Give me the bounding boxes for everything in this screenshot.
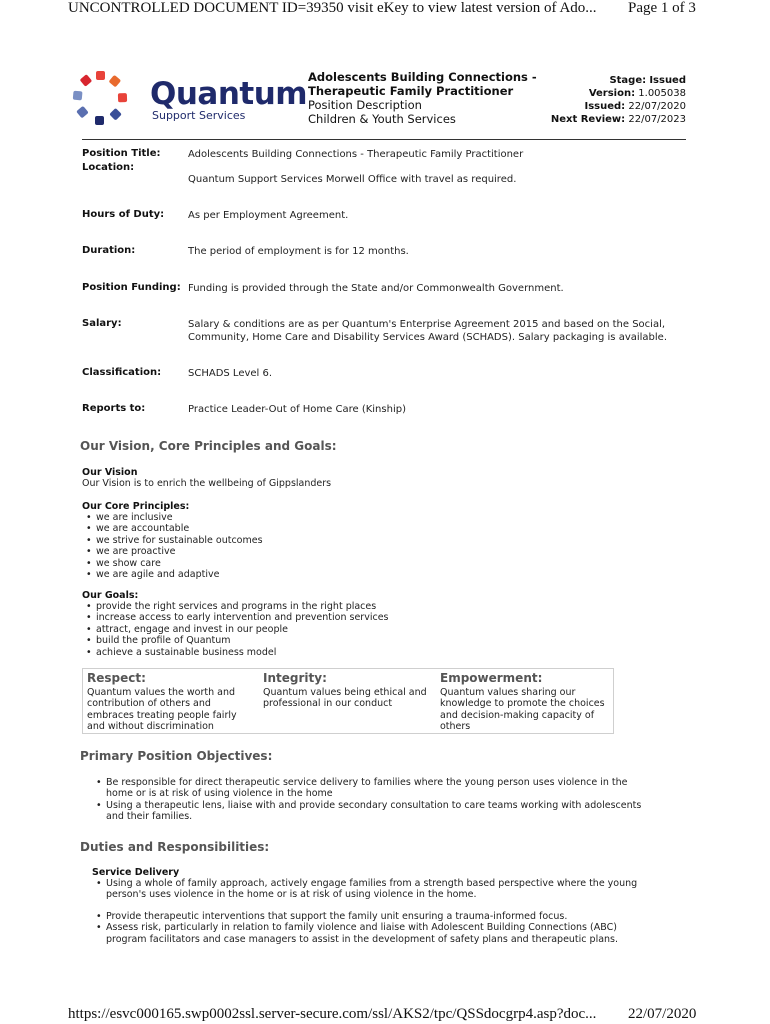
core-principles-list (82, 512, 263, 580)
core-principles-heading: Our Core Principles: (82, 501, 190, 512)
duration-label: Duration: (82, 245, 136, 256)
print-footer (68, 1006, 697, 1023)
version-label: Version: (588, 88, 636, 99)
item-line: • Using a therapeutic lens, liaise with and provide secondary consultation to care teams working with adolescents (106, 799, 642, 811)
value-line: and decision-making capacity of (440, 709, 595, 721)
version-value: 1.005038 (638, 88, 686, 99)
value-line: Quantum values being ethical and (263, 687, 427, 698)
list-item (92, 922, 672, 945)
review-value: 22/07/2023 (628, 114, 686, 125)
hours-label: Hours of Duty: (82, 209, 165, 220)
list-item: • we are agile and adaptive (82, 569, 263, 580)
value-line: professional in our conduct (263, 698, 393, 710)
value-empowerment (436, 669, 612, 733)
objectives-heading: Primary Position Objectives: (80, 749, 273, 763)
reports-to-value: Practice Leader-Out of Home Care (Kinship) (188, 404, 406, 415)
our-vision-text: Our Vision is to enrich the wellbeing of Gippslanders (82, 478, 332, 489)
duties-heading: Duties and Responsibilities: (80, 840, 270, 854)
uncontrolled-notice: UNCONTROLLED DOCUMENT ID=39350 visit eKey to view latest version of Ado... (68, 0, 597, 16)
value-heading: Empowerment: (440, 671, 543, 685)
salary-label: Salary: (82, 318, 122, 329)
department: Children & Youth Services (308, 112, 456, 126)
list-item: • we are accountable (82, 523, 263, 534)
list-item: • we are proactive (82, 546, 263, 557)
item-line: and their families. (106, 811, 193, 823)
list-item: • build the profile of Quantum (82, 635, 389, 646)
salary-value (188, 318, 678, 344)
goals-heading: Our Goals: (82, 590, 139, 601)
item-line: home or is at risk of using violence in the home (106, 788, 333, 800)
classification-value: SCHADS Level 6. (188, 368, 273, 379)
value-line: and without discrimination (87, 721, 214, 733)
item-line: • Assess risk, particularly in relation to family violence and liaise with Adolescent Building Connections (ABC) (106, 922, 617, 934)
list-item (92, 911, 672, 922)
source-url: https://esvc000165.swp0002ssl.server-secure.com/ssl/AKS2/tpc/QSSdocgrp4.asp?doc... (68, 1006, 597, 1022)
stage-label: Stage: (609, 75, 647, 86)
funding-value: Funding is provided through the State and/or Commonwealth Government. (188, 283, 564, 294)
list-item: • we show care (82, 558, 263, 569)
review-label: Next Review: (550, 114, 626, 125)
print-date: 22/07/2020 (628, 1006, 697, 1022)
position-title-label: Position Title: (82, 148, 161, 159)
page-number: Page 1 of 3 (628, 0, 696, 16)
item-line: • Using a whole of family approach, actively engage families from a strength based perspective where the young (106, 878, 638, 889)
location-value: Quantum Support Services Morwell Office with travel as required. (188, 174, 517, 185)
vision-heading: Our Vision, Core Principles and Goals: (80, 439, 337, 453)
item-line: person's uses violence in the home or is at risk of using violence in the home. (106, 889, 477, 901)
item-line: • Provide therapeutic interventions that support the family unit ensuring a trauma-informed focus. (106, 910, 568, 922)
document-title-block (308, 70, 537, 126)
stage-value: Issued (649, 75, 686, 86)
salary-line-1: Salary & conditions are as per Quantum's Enterprise Agreement 2015 and based on the Social, (188, 319, 666, 330)
document-meta (551, 74, 686, 126)
position-title-value: Adolescents Building Connections - Therapeutic Family Practitioner (188, 149, 524, 160)
value-line: embraces treating people fairly (87, 709, 237, 721)
header-divider (82, 139, 686, 140)
value-line: Quantum values the worth and (87, 687, 236, 698)
value-line: contribution of others and (87, 698, 211, 710)
value-line: Quantum values sharing our (440, 687, 576, 698)
funding-label: Position Funding: (82, 282, 181, 293)
service-delivery-heading: Service Delivery (92, 867, 180, 878)
list-item: • attract, engage and invest in our people (82, 624, 389, 635)
location-label: Location: (82, 162, 135, 173)
value-heading: Integrity: (263, 671, 327, 685)
item-line: program facilitators and case managers to assist in the development of safety plans and therapeutic plans. (106, 933, 619, 945)
reports-to-label: Reports to: (82, 403, 146, 414)
list-item (92, 777, 672, 800)
value-line: others (440, 721, 471, 733)
item-line: • Be responsible for direct therapeutic service delivery to families where the young person uses violence in the (106, 777, 628, 788)
duties-list (92, 878, 672, 945)
list-item: • we are inclusive (82, 512, 263, 523)
document-type: Position Description (308, 98, 422, 112)
value-heading: Respect: (87, 671, 146, 685)
list-item: • increase access to early intervention and prevention services (82, 612, 389, 623)
value-line: knowledge to promote the choices (440, 698, 605, 710)
issued-label: Issued: (584, 101, 626, 112)
title-line-2: Therapeutic Family Practitioner (308, 84, 514, 98)
print-header (68, 0, 696, 17)
goals-list (82, 601, 389, 658)
hours-value: As per Employment Agreement. (188, 210, 349, 221)
value-text (87, 687, 259, 733)
value-text (263, 687, 437, 710)
salary-line-2: Community, Home Care and Disability Services Award (SCHADS). Salary packaging is available. (188, 332, 668, 343)
title-line-1: Adolescents Building Connections - (308, 70, 537, 84)
objectives-list (92, 777, 672, 823)
list-item: • achieve a sustainable business model (82, 647, 389, 658)
value-text (440, 687, 612, 733)
issued-value: 22/07/2020 (628, 101, 686, 112)
our-vision-heading: Our Vision (82, 467, 138, 478)
value-integrity (259, 669, 437, 710)
list-item (92, 800, 672, 823)
brand-tagline: Support Services (152, 109, 246, 122)
values-table (82, 668, 614, 734)
classification-label: Classification: (82, 367, 162, 378)
quantum-logo-icon (70, 68, 130, 128)
duration-value: The period of employment is for 12 months. (188, 246, 409, 257)
list-item: • provide the right services and programs in the right places (82, 601, 389, 612)
list-item (92, 878, 672, 901)
value-respect (83, 669, 259, 733)
list-item: • we strive for sustainable outcomes (82, 535, 263, 546)
brand-name: Quantum (150, 76, 308, 112)
